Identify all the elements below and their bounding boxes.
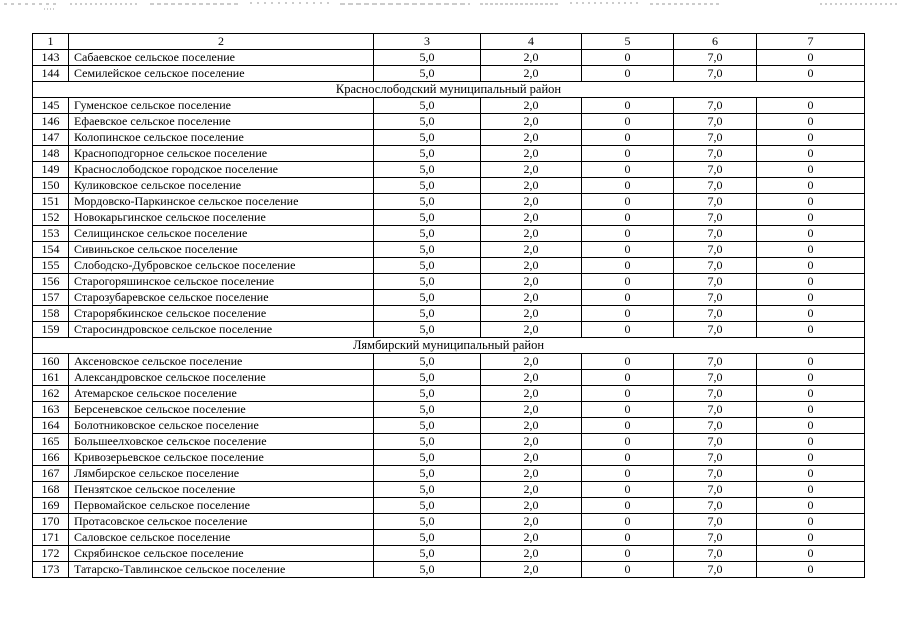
- col7-value-cell: 0: [757, 130, 865, 146]
- col5-value-cell: 0: [582, 274, 674, 290]
- table-row: [33, 530, 865, 546]
- col3-value-cell: 5,0: [374, 210, 481, 226]
- col5-value-cell: 0: [582, 402, 674, 418]
- settlement-name-cell: Слободско-Дубровское сельское поселение: [69, 258, 374, 274]
- col7-value-cell: 0: [757, 514, 865, 530]
- col6-value-cell: 7,0: [674, 130, 757, 146]
- col3-value-cell: 5,0: [374, 306, 481, 322]
- col5-value-cell: 0: [582, 130, 674, 146]
- col3-value-cell: 5,0: [374, 226, 481, 242]
- settlement-name-cell: Краснослободское городское поселение: [69, 162, 374, 178]
- col3-value-cell: 5,0: [374, 322, 481, 338]
- district-heading-row: [33, 82, 865, 98]
- row-number-cell: 148: [33, 146, 69, 162]
- col7-value-cell: 0: [757, 322, 865, 338]
- settlement-name-cell: Ефаевское сельское поселение: [69, 114, 374, 130]
- settlement-name-cell: Александровское сельское поселение: [69, 370, 374, 386]
- settlement-name-cell: Саловское сельское поселение: [69, 530, 374, 546]
- col7-value-cell: 0: [757, 178, 865, 194]
- table-row: [33, 482, 865, 498]
- col5-value-cell: 0: [582, 386, 674, 402]
- col6-value-cell: 7,0: [674, 98, 757, 114]
- col3-value-cell: 5,0: [374, 402, 481, 418]
- table-row: [33, 258, 865, 274]
- row-number-cell: 160: [33, 354, 69, 370]
- col6-value-cell: 7,0: [674, 482, 757, 498]
- col6-value-cell: 7,0: [674, 114, 757, 130]
- column-number-cell: 1: [33, 34, 69, 50]
- row-number-cell: 162: [33, 386, 69, 402]
- row-number-cell: 159: [33, 322, 69, 338]
- settlement-name-cell: Берсеневское сельское поселение: [69, 402, 374, 418]
- row-number-cell: 172: [33, 546, 69, 562]
- settlement-name-cell: Куликовское сельское поселение: [69, 178, 374, 194]
- col4-value-cell: 2,0: [481, 130, 582, 146]
- col4-value-cell: 2,0: [481, 322, 582, 338]
- table-row: [33, 98, 865, 114]
- col7-value-cell: 0: [757, 274, 865, 290]
- col3-value-cell: 5,0: [374, 450, 481, 466]
- col4-value-cell: 2,0: [481, 146, 582, 162]
- col3-value-cell: 5,0: [374, 514, 481, 530]
- district-heading-row: [33, 338, 865, 354]
- col4-value-cell: 2,0: [481, 50, 582, 66]
- col6-value-cell: 7,0: [674, 530, 757, 546]
- col7-value-cell: 0: [757, 466, 865, 482]
- settlement-name-cell: Селищинское сельское поселение: [69, 226, 374, 242]
- table-row: [33, 210, 865, 226]
- col4-value-cell: 2,0: [481, 386, 582, 402]
- col5-value-cell: 0: [582, 66, 674, 82]
- settlement-name-cell: Атемарское сельское поселение: [69, 386, 374, 402]
- settlement-name-cell: Новокарьгинское сельское поселение: [69, 210, 374, 226]
- settlement-name-cell: Старорябкинское сельское поселение: [69, 306, 374, 322]
- column-number-cell: 6: [674, 34, 757, 50]
- settlement-name-cell: Сабаевское сельское поселение: [69, 50, 374, 66]
- col3-value-cell: 5,0: [374, 130, 481, 146]
- column-number-cell: 4: [481, 34, 582, 50]
- col6-value-cell: 7,0: [674, 50, 757, 66]
- col5-value-cell: 0: [582, 194, 674, 210]
- col4-value-cell: 2,0: [481, 306, 582, 322]
- col6-value-cell: 7,0: [674, 194, 757, 210]
- col6-value-cell: 7,0: [674, 386, 757, 402]
- col5-value-cell: 0: [582, 290, 674, 306]
- col4-value-cell: 2,0: [481, 450, 582, 466]
- column-number-row: [33, 34, 865, 50]
- col7-value-cell: 0: [757, 418, 865, 434]
- row-number-cell: 167: [33, 466, 69, 482]
- table-row: [33, 514, 865, 530]
- table-row: [33, 162, 865, 178]
- col3-value-cell: 5,0: [374, 418, 481, 434]
- table-row: [33, 242, 865, 258]
- table-row: [33, 290, 865, 306]
- col4-value-cell: 2,0: [481, 434, 582, 450]
- col6-value-cell: 7,0: [674, 546, 757, 562]
- col3-value-cell: 5,0: [374, 290, 481, 306]
- table-row: [33, 274, 865, 290]
- col3-value-cell: 5,0: [374, 386, 481, 402]
- col5-value-cell: 0: [582, 562, 674, 578]
- col4-value-cell: 2,0: [481, 98, 582, 114]
- col6-value-cell: 7,0: [674, 258, 757, 274]
- settlement-name-cell: Аксеновское сельское поселение: [69, 354, 374, 370]
- table-row: [33, 322, 865, 338]
- district-heading: Лямбирский муниципальный район: [33, 338, 865, 354]
- col5-value-cell: 0: [582, 178, 674, 194]
- col4-value-cell: 2,0: [481, 274, 582, 290]
- col4-value-cell: 2,0: [481, 194, 582, 210]
- col5-value-cell: 0: [582, 418, 674, 434]
- col4-value-cell: 2,0: [481, 114, 582, 130]
- col4-value-cell: 2,0: [481, 354, 582, 370]
- settlement-name-cell: Татарско-Тавлинское сельское поселение: [69, 562, 374, 578]
- col7-value-cell: 0: [757, 370, 865, 386]
- col3-value-cell: 5,0: [374, 434, 481, 450]
- row-number-cell: 164: [33, 418, 69, 434]
- col4-value-cell: 2,0: [481, 418, 582, 434]
- settlement-name-cell: Колопинское сельское поселение: [69, 130, 374, 146]
- col3-value-cell: 5,0: [374, 482, 481, 498]
- table-row: [33, 546, 865, 562]
- col5-value-cell: 0: [582, 354, 674, 370]
- district-heading: Краснослободский муниципальный район: [33, 82, 865, 98]
- col5-value-cell: 0: [582, 98, 674, 114]
- col3-value-cell: 5,0: [374, 146, 481, 162]
- col7-value-cell: 0: [757, 450, 865, 466]
- col3-value-cell: 5,0: [374, 498, 481, 514]
- row-number-cell: 161: [33, 370, 69, 386]
- col4-value-cell: 2,0: [481, 370, 582, 386]
- col5-value-cell: 0: [582, 450, 674, 466]
- table-row: [33, 354, 865, 370]
- col5-value-cell: 0: [582, 306, 674, 322]
- col6-value-cell: 7,0: [674, 66, 757, 82]
- col6-value-cell: 7,0: [674, 434, 757, 450]
- col5-value-cell: 0: [582, 114, 674, 130]
- col3-value-cell: 5,0: [374, 98, 481, 114]
- settlement-name-cell: Гуменское сельское поселение: [69, 98, 374, 114]
- col3-value-cell: 5,0: [374, 562, 481, 578]
- settlement-name-cell: Протасовское сельское поселение: [69, 514, 374, 530]
- col3-value-cell: 5,0: [374, 178, 481, 194]
- col7-value-cell: 0: [757, 98, 865, 114]
- col5-value-cell: 0: [582, 242, 674, 258]
- col7-value-cell: 0: [757, 226, 865, 242]
- col5-value-cell: 0: [582, 514, 674, 530]
- row-number-cell: 173: [33, 562, 69, 578]
- col6-value-cell: 7,0: [674, 290, 757, 306]
- col3-value-cell: 5,0: [374, 114, 481, 130]
- col3-value-cell: 5,0: [374, 546, 481, 562]
- col5-value-cell: 0: [582, 434, 674, 450]
- row-number-cell: 158: [33, 306, 69, 322]
- col4-value-cell: 2,0: [481, 66, 582, 82]
- row-number-cell: 168: [33, 482, 69, 498]
- col4-value-cell: 2,0: [481, 498, 582, 514]
- col4-value-cell: 2,0: [481, 258, 582, 274]
- col4-value-cell: 2,0: [481, 402, 582, 418]
- table-row: [33, 498, 865, 514]
- col5-value-cell: 0: [582, 50, 674, 66]
- col7-value-cell: 0: [757, 114, 865, 130]
- settlement-name-cell: Красноподгорное сельское поселение: [69, 146, 374, 162]
- settlement-name-cell: Мордовско-Паркинское сельское поселение: [69, 194, 374, 210]
- col4-value-cell: 2,0: [481, 466, 582, 482]
- col5-value-cell: 0: [582, 530, 674, 546]
- col6-value-cell: 7,0: [674, 514, 757, 530]
- document-page: [32, 33, 864, 578]
- col7-value-cell: 0: [757, 386, 865, 402]
- row-number-cell: 147: [33, 130, 69, 146]
- col7-value-cell: 0: [757, 194, 865, 210]
- col4-value-cell: 2,0: [481, 290, 582, 306]
- row-number-cell: 146: [33, 114, 69, 130]
- col6-value-cell: 7,0: [674, 210, 757, 226]
- col4-value-cell: 2,0: [481, 210, 582, 226]
- row-number-cell: 163: [33, 402, 69, 418]
- settlements-table: [32, 33, 865, 578]
- col7-value-cell: 0: [757, 210, 865, 226]
- col4-value-cell: 2,0: [481, 162, 582, 178]
- col4-value-cell: 2,0: [481, 178, 582, 194]
- col3-value-cell: 5,0: [374, 274, 481, 290]
- col7-value-cell: 0: [757, 146, 865, 162]
- settlement-name-cell: Болотниковское сельское поселение: [69, 418, 374, 434]
- settlement-name-cell: Старозубаревское сельское поселение: [69, 290, 374, 306]
- row-number-cell: 150: [33, 178, 69, 194]
- col6-value-cell: 7,0: [674, 162, 757, 178]
- table-row: [33, 386, 865, 402]
- col7-value-cell: 0: [757, 498, 865, 514]
- table-row: [33, 466, 865, 482]
- col6-value-cell: 7,0: [674, 322, 757, 338]
- col7-value-cell: 0: [757, 530, 865, 546]
- table-row: [33, 306, 865, 322]
- col6-value-cell: 7,0: [674, 146, 757, 162]
- table-row: [33, 50, 865, 66]
- settlement-name-cell: Сивиньское сельское поселение: [69, 242, 374, 258]
- table-row: [33, 130, 865, 146]
- col7-value-cell: 0: [757, 546, 865, 562]
- scan-artifact: [0, 0, 905, 14]
- row-number-cell: 149: [33, 162, 69, 178]
- col6-value-cell: 7,0: [674, 418, 757, 434]
- table-row: [33, 114, 865, 130]
- row-number-cell: 166: [33, 450, 69, 466]
- col6-value-cell: 7,0: [674, 354, 757, 370]
- col5-value-cell: 0: [582, 162, 674, 178]
- col3-value-cell: 5,0: [374, 50, 481, 66]
- col6-value-cell: 7,0: [674, 450, 757, 466]
- row-number-cell: 169: [33, 498, 69, 514]
- table-row: [33, 194, 865, 210]
- col6-value-cell: 7,0: [674, 178, 757, 194]
- row-number-cell: 152: [33, 210, 69, 226]
- settlement-name-cell: Скрябинское сельское поселение: [69, 546, 374, 562]
- table-row: [33, 450, 865, 466]
- col7-value-cell: 0: [757, 434, 865, 450]
- col5-value-cell: 0: [582, 370, 674, 386]
- col6-value-cell: 7,0: [674, 370, 757, 386]
- col7-value-cell: 0: [757, 162, 865, 178]
- col6-value-cell: 7,0: [674, 562, 757, 578]
- row-number-cell: 157: [33, 290, 69, 306]
- table-row: [33, 562, 865, 578]
- row-number-cell: 155: [33, 258, 69, 274]
- col5-value-cell: 0: [582, 498, 674, 514]
- col5-value-cell: 0: [582, 226, 674, 242]
- col7-value-cell: 0: [757, 50, 865, 66]
- row-number-cell: 153: [33, 226, 69, 242]
- table-row: [33, 402, 865, 418]
- col5-value-cell: 0: [582, 546, 674, 562]
- col4-value-cell: 2,0: [481, 562, 582, 578]
- col5-value-cell: 0: [582, 322, 674, 338]
- col6-value-cell: 7,0: [674, 274, 757, 290]
- col7-value-cell: 0: [757, 258, 865, 274]
- col6-value-cell: 7,0: [674, 402, 757, 418]
- col7-value-cell: 0: [757, 354, 865, 370]
- col4-value-cell: 2,0: [481, 546, 582, 562]
- col3-value-cell: 5,0: [374, 258, 481, 274]
- row-number-cell: 154: [33, 242, 69, 258]
- col3-value-cell: 5,0: [374, 66, 481, 82]
- col7-value-cell: 0: [757, 402, 865, 418]
- settlement-name-cell: Первомайское сельское поселение: [69, 498, 374, 514]
- col6-value-cell: 7,0: [674, 306, 757, 322]
- row-number-cell: 144: [33, 66, 69, 82]
- col5-value-cell: 0: [582, 482, 674, 498]
- col3-value-cell: 5,0: [374, 194, 481, 210]
- row-number-cell: 170: [33, 514, 69, 530]
- col6-value-cell: 7,0: [674, 242, 757, 258]
- col7-value-cell: 0: [757, 242, 865, 258]
- col7-value-cell: 0: [757, 482, 865, 498]
- col3-value-cell: 5,0: [374, 530, 481, 546]
- col4-value-cell: 2,0: [481, 530, 582, 546]
- row-number-cell: 151: [33, 194, 69, 210]
- table-row: [33, 418, 865, 434]
- col4-value-cell: 2,0: [481, 514, 582, 530]
- col7-value-cell: 0: [757, 66, 865, 82]
- col3-value-cell: 5,0: [374, 466, 481, 482]
- table-row: [33, 146, 865, 162]
- col4-value-cell: 2,0: [481, 482, 582, 498]
- table-row: [33, 66, 865, 82]
- column-number-cell: 3: [374, 34, 481, 50]
- settlement-name-cell: Старосиндровское сельское поселение: [69, 322, 374, 338]
- col4-value-cell: 2,0: [481, 226, 582, 242]
- row-number-cell: 156: [33, 274, 69, 290]
- col6-value-cell: 7,0: [674, 226, 757, 242]
- settlement-name-cell: Пензятское сельское поселение: [69, 482, 374, 498]
- col5-value-cell: 0: [582, 210, 674, 226]
- row-number-cell: 165: [33, 434, 69, 450]
- row-number-cell: 143: [33, 50, 69, 66]
- col6-value-cell: 7,0: [674, 498, 757, 514]
- col6-value-cell: 7,0: [674, 466, 757, 482]
- settlement-name-cell: Старогоряшинское сельское поселение: [69, 274, 374, 290]
- col5-value-cell: 0: [582, 466, 674, 482]
- col3-value-cell: 5,0: [374, 242, 481, 258]
- table-row: [33, 226, 865, 242]
- col7-value-cell: 0: [757, 306, 865, 322]
- col3-value-cell: 5,0: [374, 162, 481, 178]
- settlement-name-cell: Большеелховское сельское поселение: [69, 434, 374, 450]
- settlement-name-cell: Кривозерьевское сельское поселение: [69, 450, 374, 466]
- settlement-name-cell: Семилейское сельское поселение: [69, 66, 374, 82]
- col4-value-cell: 2,0: [481, 242, 582, 258]
- column-number-cell: 5: [582, 34, 674, 50]
- table-row: [33, 178, 865, 194]
- row-number-cell: 171: [33, 530, 69, 546]
- col7-value-cell: 0: [757, 562, 865, 578]
- column-number-cell: 7: [757, 34, 865, 50]
- col3-value-cell: 5,0: [374, 370, 481, 386]
- table-row: [33, 434, 865, 450]
- col5-value-cell: 0: [582, 258, 674, 274]
- col5-value-cell: 0: [582, 146, 674, 162]
- column-number-cell: 2: [69, 34, 374, 50]
- col7-value-cell: 0: [757, 290, 865, 306]
- col3-value-cell: 5,0: [374, 354, 481, 370]
- table-row: [33, 370, 865, 386]
- row-number-cell: 145: [33, 98, 69, 114]
- settlement-name-cell: Лямбирское сельское поселение: [69, 466, 374, 482]
